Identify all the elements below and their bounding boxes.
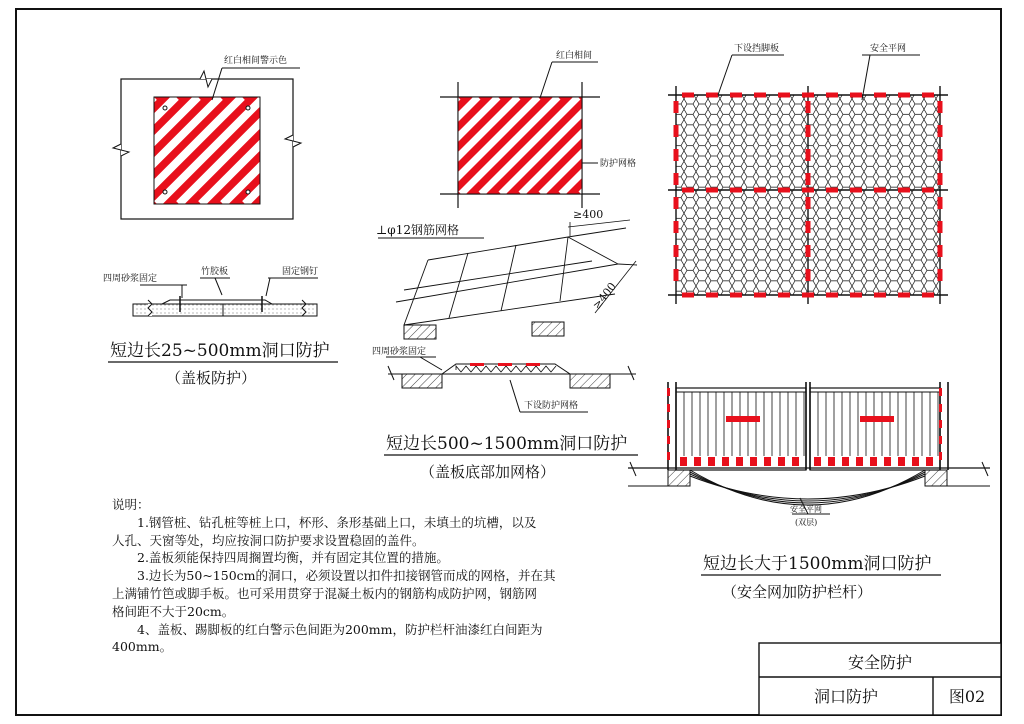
panel-cover-plate — [47, 54, 462, 387]
title-block-name: 洞口防护 — [813, 687, 879, 706]
leader-line — [540, 62, 552, 98]
leader-line — [215, 278, 222, 295]
slab-edge — [668, 470, 690, 486]
label-safety-net: 安全平网 — [790, 505, 822, 514]
panel3-subtitle: （安全网加防护栏杆） — [722, 583, 873, 601]
leader-line — [510, 380, 520, 412]
label-mortar: 四周砂浆固定 — [372, 347, 427, 357]
label-mortar: 四周砂浆固定 — [103, 274, 158, 284]
panel2-title: 短边长500~1500mm洞口防护 — [386, 434, 628, 454]
break-mark-top — [200, 71, 212, 87]
note-item: 格间距不大于20cm。 — [112, 603, 235, 619]
label-double-layer: (双层) — [795, 518, 818, 527]
note-item: 上满铺竹笆或脚手板。也可采用贯穿于混凝土板内的钢筋构成防护网，钢筋网 — [112, 585, 538, 601]
leader-line — [212, 68, 222, 100]
nail-icon — [163, 106, 167, 110]
dim-label: ≥400 — [590, 280, 619, 312]
label-bamboo-plate: 竹胶板 — [201, 267, 229, 277]
note-item: 3.边长为50~150cm的洞口，必须设置以扣件扣接钢管而成的网格，并在其 — [137, 568, 556, 584]
label-toe-board: 下设挡脚板 — [734, 44, 780, 54]
warning-stripe — [526, 363, 540, 366]
dim-label: ≥400 — [573, 208, 604, 221]
panel1-subtitle: （盖板防护） — [166, 369, 257, 387]
title-block — [759, 643, 1001, 715]
slab-section-right — [570, 374, 610, 388]
note-item: 2.盖板须能保持四周搁置均衡，并有固定其位置的措施。 — [137, 550, 449, 566]
label-rebar-grid: ⊥φ12钢筋网格 — [376, 223, 459, 237]
title-block-category: 安全防护 — [847, 653, 913, 672]
panel-net-guardrail — [628, 42, 990, 601]
leader-line — [718, 55, 732, 95]
panel2-subtitle: （盖板底部加网格） — [420, 463, 556, 481]
label-safety-net: 安全平网 — [870, 44, 907, 54]
leader-line — [420, 357, 442, 370]
break-mark-left — [113, 144, 129, 156]
note-item: 400mm。 — [112, 639, 173, 655]
support-block — [404, 325, 436, 339]
figure-number: 图02 — [948, 687, 986, 706]
nail-icon — [246, 106, 250, 110]
plate-section — [162, 300, 272, 304]
slab-section-left — [133, 304, 223, 316]
panel1-title: 短边长25~500mm洞口防护 — [110, 341, 330, 361]
label-mesh: 防护网格 — [600, 159, 637, 169]
notes-title: 说明： — [112, 497, 150, 512]
panel3-title: 短边长大于1500mm洞口防护 — [703, 554, 932, 574]
label-fixing-nail: 固定钢钉 — [282, 267, 319, 277]
guardrail — [667, 382, 948, 470]
note-item: 1.钢管桩、钻孔桩等桩上口，杯形、条形基础上口，未填土的坑槽，以及 — [137, 514, 537, 530]
slab-section-right — [223, 304, 317, 316]
warning-stripe — [498, 363, 512, 366]
leader-line — [266, 278, 270, 296]
nail-icon — [246, 190, 250, 194]
leader-line — [862, 55, 870, 100]
notes-section — [112, 496, 632, 656]
slab-section-left — [402, 374, 442, 388]
note-item: 4、盖板、踢脚板的红白警示色间距为200mm，防护栏杆油漆红白间距为 — [137, 621, 543, 637]
note-item: 人孔、天窗等处，均应按洞口防护要求设置稳固的盖件。 — [112, 532, 425, 548]
warning-stripe — [470, 363, 484, 366]
label-bottom-mesh: 下设防护网格 — [524, 401, 579, 411]
break-mark-right — [285, 135, 301, 147]
support-block — [532, 322, 564, 336]
label-stripe-color: 红白相间警示色 — [224, 56, 288, 66]
label-stripe: 红白相间 — [556, 51, 593, 61]
slab-edge — [925, 470, 947, 486]
nail-icon — [163, 190, 167, 194]
